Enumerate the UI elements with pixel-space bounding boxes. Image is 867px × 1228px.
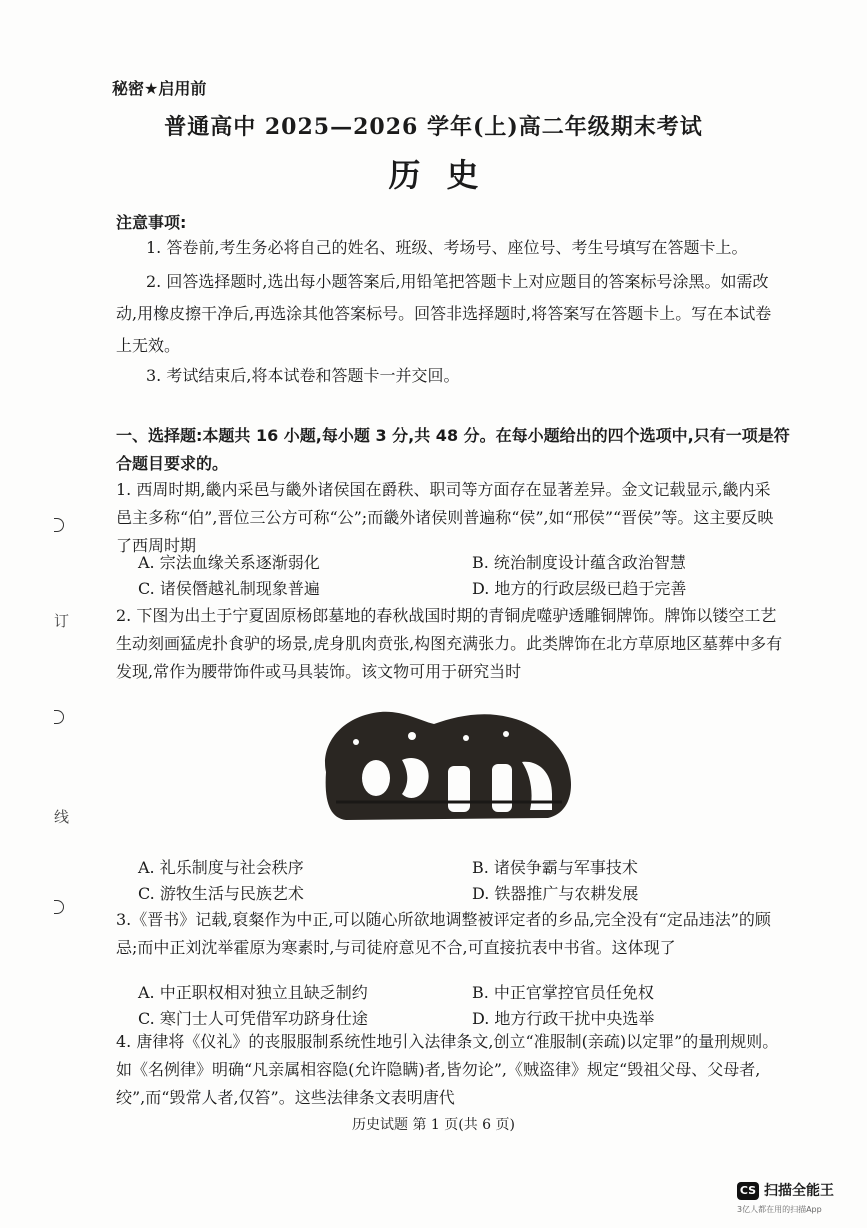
bronze-plaque-image xyxy=(316,702,578,828)
question-stem: 1. 西周时期,畿内采邑与畿外诸侯国在爵秩、职司等方面存在显著差异。金文记载显示,畿内采邑主多称“伯”,晋位三公方可称“公”;而畿外诸侯则普遍称“侯”,如“邢侯”“晋侯”等。这主要反映了西周时期 xyxy=(116,480,774,555)
option-d: D. 铁器推广与农耕发展 xyxy=(472,884,639,903)
watermark-name: 扫描全能王 xyxy=(764,1183,834,1199)
notice-item: 3. 考试结束后,将本试卷和答题卡一并交回。 xyxy=(146,366,460,385)
question-options xyxy=(138,855,778,911)
option-b: B. 统治制度设计蕴含政治智慧 xyxy=(472,553,686,572)
option-d: D. 地方的行政层级已趋于完善 xyxy=(472,579,687,598)
question-stem: 4. 唐律将《仪礼》的丧服服制系统性地引入法律条文,创立“准服制(亲疏)以定罪”的量刑规则。如《名例律》明确“凡亲属相容隐(允许隐瞒)者,皆勿论”,《贼盗律》规定“毁祖父母、父母者,绞”,而“毁常人者,仅笞”。这些法律条文表明唐代 xyxy=(116,1032,779,1107)
binding-hole-mark xyxy=(54,710,64,724)
tiger-donkey-plaque-illustration xyxy=(316,702,578,828)
cs-logo-icon: CS xyxy=(737,1182,759,1200)
question-stem: 3.《晋书》记载,裒粲作为中正,可以随心所欲地调整被评定者的乡品,完全没有“定品违法”的顾忌;而中正刘沈举霍原为寒素时,与司徒府意见不合,可直接抗表中书省。这体现了 xyxy=(116,910,771,957)
notice-heading: 注意事项: xyxy=(116,213,187,232)
binding-hole-mark xyxy=(54,518,64,532)
option-d: D. 地方行政干扰中央选举 xyxy=(472,1009,655,1028)
notice-item: 1. 答卷前,考生务必将自己的姓名、班级、考场号、座位号、考生号填写在答题卡上。 xyxy=(146,238,748,257)
question-options xyxy=(138,550,778,606)
option-a: A. 礼乐制度与社会秩序 xyxy=(138,858,304,877)
binding-mark-ding: 订 xyxy=(54,612,70,630)
page-footer: 历史试题 第 1 页(共 6 页) xyxy=(352,1117,515,1133)
option-c: C. 游牧生活与民族艺术 xyxy=(138,884,304,903)
section-heading: 一、选择题:本题共 16 小题,每小题 3 分,共 48 分。在每小题给出的四个选项中,只有一项是符合题目要求的。 xyxy=(116,426,790,473)
scanner-watermark xyxy=(737,1180,847,1220)
binding-hole-mark xyxy=(54,900,64,914)
notice-item: 2. 回答选择题时,选出每小题答案后,用铅笔把答题卡上对应题目的答案标号涂黑。如需改动,用橡皮擦干净后,再选涂其他答案标号。回答非选择题时,将答案写在答题卡上。写在本试卷上无效。 xyxy=(116,272,772,355)
exam-title: 普通高中 2025—2026 学年(上)高二年级期末考试 xyxy=(164,114,703,140)
confidential-label: 秘密★启用前 xyxy=(112,79,207,98)
binding-mark-xian: 线 xyxy=(54,808,70,826)
option-a: A. 中正职权相对独立且缺乏制约 xyxy=(138,983,368,1002)
watermark-subtitle: 3亿人都在用的扫描App xyxy=(737,1205,822,1214)
option-b: B. 中正官掌控官员任免权 xyxy=(472,983,654,1002)
option-c: C. 寒门士人可凭借军功跻身仕途 xyxy=(138,1009,368,1028)
option-b: B. 诸侯争霸与军事技术 xyxy=(472,858,638,877)
subject-title: 历史 xyxy=(388,156,505,194)
option-c: C. 诸侯僭越礼制现象普遍 xyxy=(138,579,320,598)
question-stem: 2. 下图为出土于宁夏固原杨郎墓地的春秋战国时期的青铜虎噬驴透雕铜牌饰。牌饰以镂空工艺生动刻画猛虎扑食驴的场景,虎身肌肉贲张,构图充满张力。此类牌饰在北方草原地区墓葬中多有发现,常作为腰带饰件或马具装饰。该文物可用于研究当时 xyxy=(116,606,783,681)
option-a: A. 宗法血缘关系逐渐弱化 xyxy=(138,553,320,572)
